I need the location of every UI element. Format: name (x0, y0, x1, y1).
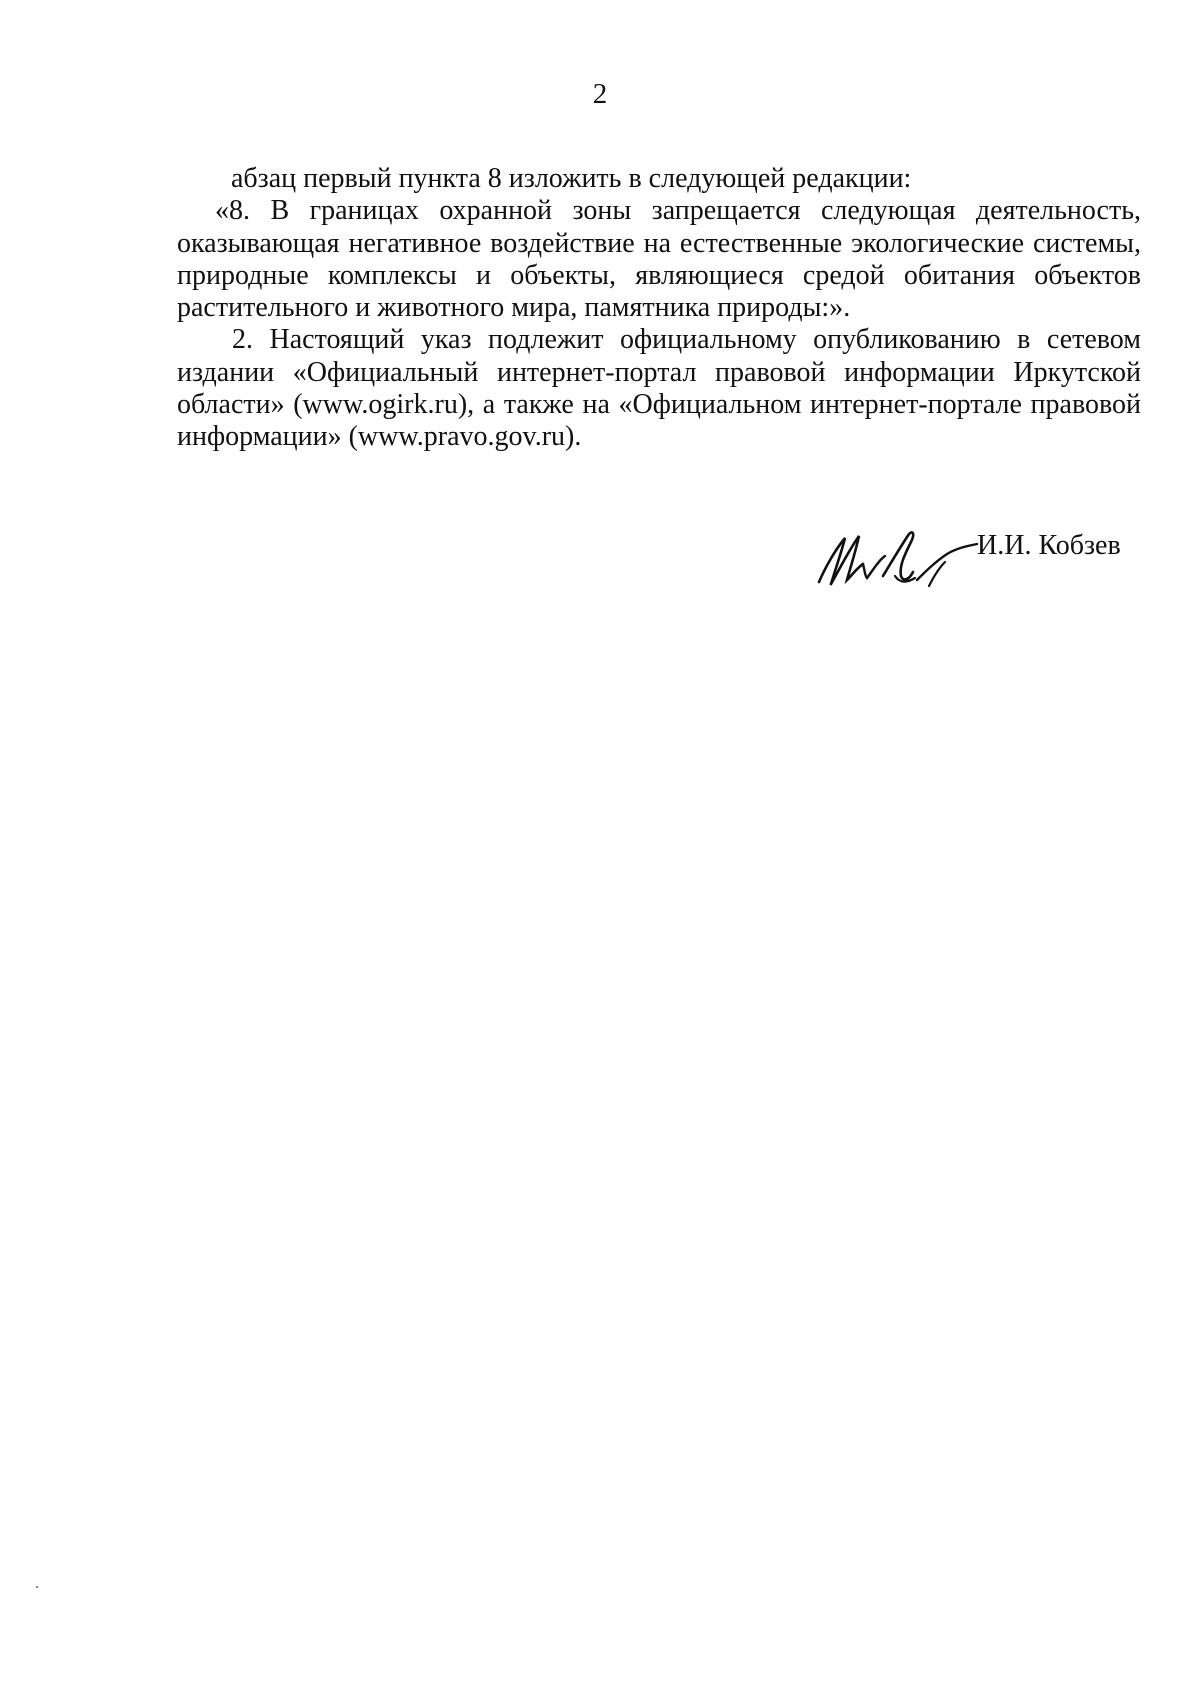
paragraph-item-8-line: растительного и животного мира, памятника природы:». (177, 292, 851, 324)
paragraph-item-8-line: «8. В границах охранной зоны запрещается следующая деятельность, (215, 195, 1141, 227)
paragraph-publication-line: издании «Официальный интернет-портал правовой информации Иркутской (177, 356, 1141, 388)
signer-name: И.И. Кобзев (977, 530, 1121, 561)
paragraph-publication-line: области» (www.ogirk.ru), а также на «Официальном интернет-портале правовой (177, 389, 1141, 421)
paragraph-item-8-line: природные комплексы и объекты, являющиеся средой обитания объектов (177, 259, 1141, 291)
paragraph-publication-line: информации» (www.pravo.gov.ru). (177, 421, 582, 453)
scan-artifact-dot (36, 1586, 38, 1588)
signature-block (805, 520, 1145, 610)
page-number: 2 (592, 78, 608, 110)
document-body (177, 163, 1141, 454)
paragraph-item-8-line: оказывающая негативное воздействие на естественные экологические системы, (177, 227, 1141, 259)
paragraph-amendment-intro: абзац первый пункта 8 изложить в следующей редакции: (231, 163, 912, 194)
handwritten-signature (805, 520, 1005, 610)
paragraph-publication-line: 2. Настоящий указ подлежит официальному опубликованию в сетевом (232, 324, 1141, 356)
